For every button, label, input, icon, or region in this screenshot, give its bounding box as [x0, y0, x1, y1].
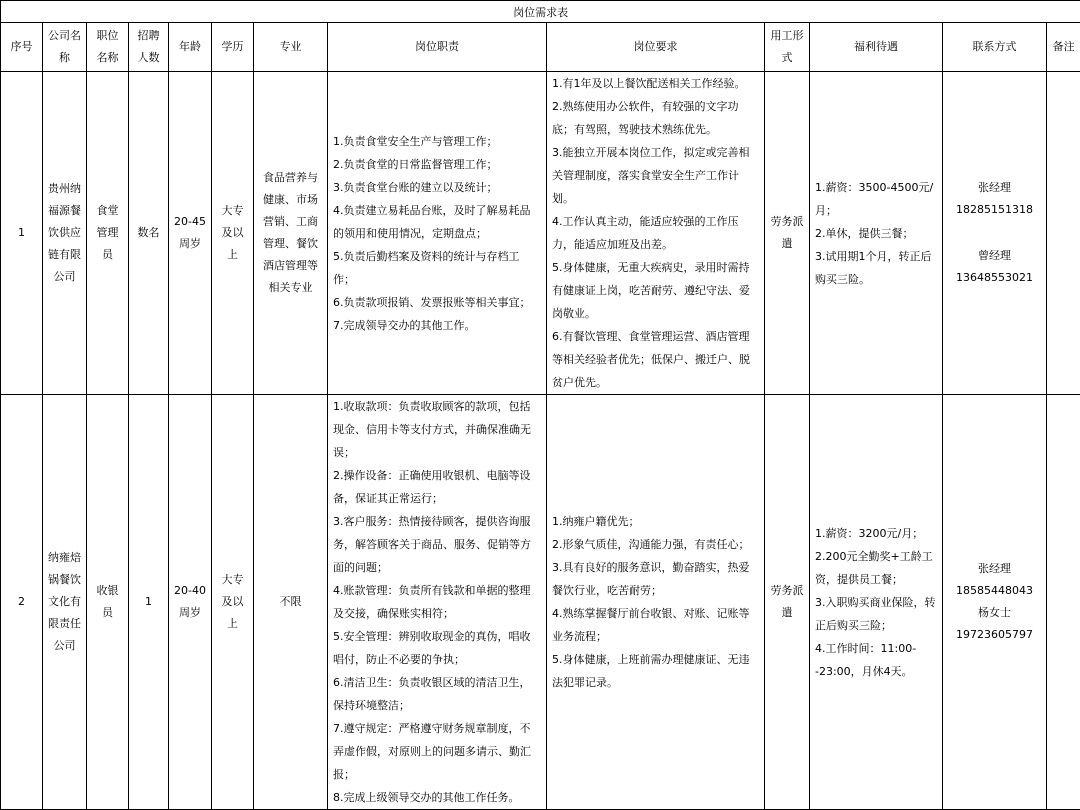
table-row	[1, 72, 1080, 395]
cell-education: 大专及以上	[212, 72, 254, 395]
duty-item: 3.客户服务：热情接待顾客，提供咨询服务，解答顾客关于商品、服务、促销等方面的问题；	[333, 510, 541, 579]
cell-requirements	[547, 395, 765, 810]
cell-count: 数名	[129, 72, 169, 395]
duty-item: 7.完成领导交办的其他工作。	[333, 314, 541, 337]
cell-position: 食堂管理员	[87, 72, 129, 395]
benefit-item: 1.薪资：3500-4500元/月；	[815, 176, 937, 222]
contact-phone: 13648553021	[948, 267, 1041, 289]
header-requirements: 岗位要求	[547, 23, 765, 72]
cell-education: 大专及以上	[212, 395, 254, 810]
cell-age: 20-40周岁	[169, 395, 212, 810]
header-major: 专业	[254, 23, 328, 72]
cell-seq: 2	[1, 395, 43, 810]
requirement-item: 6.有餐饮管理、食堂管理运营、酒店管理等相关经验者优先；低保户、搬迁户、脱贫户优先。	[552, 325, 759, 394]
header-contact: 联系方式	[943, 23, 1047, 72]
requirement-item: 1.纳雍户籍优先；	[552, 510, 759, 533]
cell-company: 贵州纳福源餐饮供应链有限公司	[43, 72, 87, 395]
cell-duties	[328, 395, 547, 810]
cell-remarks	[1047, 395, 1080, 810]
contact-name: 张经理	[948, 177, 1041, 199]
cell-duties	[328, 72, 547, 395]
contact-phone: 18285151318	[948, 199, 1041, 221]
contact-phone: 19723605797	[948, 624, 1041, 646]
header-seq: 序号	[1, 23, 43, 72]
contact-name: 曾经理	[948, 245, 1041, 267]
cell-benefits	[810, 72, 943, 395]
cell-company: 纳雍焙锅餐饮文化有限责任公司	[43, 395, 87, 810]
duty-item: 2.操作设备：正确使用收银机、电脑等设备，保证其正常运行；	[333, 464, 541, 510]
duty-item: 6.负责款项报销、发票报账等相关事宜；	[333, 291, 541, 314]
header-company: 公司名称	[43, 23, 87, 72]
duty-item: 1.收取款项：负责收取顾客的款项，包括现金、信用卡等支付方式，并确保准确无误；	[333, 395, 541, 464]
cell-position: 收银员	[87, 395, 129, 810]
benefit-item: 4.工作时间：11:00--23:00，月休4天。	[815, 637, 937, 683]
duty-item: 6.清洁卫生：负责收银区域的清洁卫生，保持环境整洁；	[333, 671, 541, 717]
cell-contact	[943, 72, 1047, 395]
benefit-item: 1.薪资：3200元/月；	[815, 522, 937, 545]
cell-benefits	[810, 395, 943, 810]
benefit-item: 2.200元全勤奖+工龄工资，提供员工餐；	[815, 545, 937, 591]
cell-age: 20-45周岁	[169, 72, 212, 395]
contact-name: 杨女士	[948, 602, 1041, 624]
table-row	[1, 395, 1080, 810]
requirement-item: 4.熟练掌握餐厅前台收银、对账、记账等业务流程；	[552, 602, 759, 648]
requirement-item: 5.身体健康，无重大疾病史，录用时需持有健康证上岗，吃苦耐劳、遵纪守法、爱岗敬业。	[552, 256, 759, 325]
duty-item: 2.负责食堂的日常监督管理工作；	[333, 153, 541, 176]
cell-employment: 劳务派遣	[765, 72, 810, 395]
duty-item: 5.负责后勤档案及资料的统计与存档工作；	[333, 245, 541, 291]
duty-item: 7.遵守规定：严格遵守财务规章制度，不弄虚作假，对原则上的问题多请示、勤汇报；	[333, 717, 541, 786]
header-benefits: 福利待遇	[810, 23, 943, 72]
cell-contact	[943, 395, 1047, 810]
cell-major: 食品营养与健康、市场营销、工商管理、餐饮酒店管理等相关专业	[254, 72, 328, 395]
header-duties: 岗位职责	[328, 23, 547, 72]
requirement-item: 3.具有良好的服务意识，勤奋踏实，热爱餐饮行业，吃苦耐劳；	[552, 556, 759, 602]
cell-requirements	[547, 72, 765, 395]
requirement-item: 2.熟练使用办公软件，有较强的文字功底；有驾照，驾驶技术熟练优先。	[552, 95, 759, 141]
duty-item: 3.负责食堂台账的建立以及统计；	[333, 176, 541, 199]
benefit-item: 2.单休，提供三餐；	[815, 222, 937, 245]
duty-item: 8.完成上级领导交办的其他工作任务。	[333, 786, 541, 809]
benefit-item: 3.入职购买商业保险，转正后购买三险；	[815, 591, 937, 637]
duty-item: 4.负责建立易耗品台账，及时了解易耗品的领用和使用情况，定期盘点；	[333, 199, 541, 245]
duty-item: 1.负责食堂安全生产与管理工作；	[333, 130, 541, 153]
contact-phone: 18585448043	[948, 580, 1041, 602]
contact-name: 张经理	[948, 558, 1041, 580]
requirement-item: 5.身体健康，上班前需办理健康证、无违法犯罪记录。	[552, 648, 759, 694]
cell-count: 1	[129, 395, 169, 810]
cell-employment: 劳务派遣	[765, 395, 810, 810]
header-age: 年龄	[169, 23, 212, 72]
table-title: 岗位需求表	[1, 1, 1080, 23]
requirement-item: 3.能独立开展本岗位工作，拟定或完善相关管理制度，落实食堂安全生产工作计划。	[552, 141, 759, 210]
header-employment: 用工形式	[765, 23, 810, 72]
requirement-item: 1.有1年及以上餐饮配送相关工作经验。	[552, 72, 759, 95]
header-remarks: 备注	[1047, 23, 1080, 72]
requirement-item: 2.形象气质佳，沟通能力强，有责任心；	[552, 533, 759, 556]
duty-item: 4.账款管理：负责所有钱款和单据的整理及交接，确保账实相符；	[333, 579, 541, 625]
duty-item: 5.安全管理：辨别收取现金的真伪，唱收唱付，防止不必要的争执；	[333, 625, 541, 671]
cell-seq: 1	[1, 72, 43, 395]
header-count: 招聘人数	[129, 23, 169, 72]
header-education: 学历	[212, 23, 254, 72]
header-position: 职位名称	[87, 23, 129, 72]
benefit-item: 3.试用期1个月，转正后购买三险。	[815, 245, 937, 291]
cell-remarks	[1047, 72, 1080, 395]
cell-major: 不限	[254, 395, 328, 810]
requirement-item: 4.工作认真主动，能适应较强的工作压力，能适应加班及出差。	[552, 210, 759, 256]
